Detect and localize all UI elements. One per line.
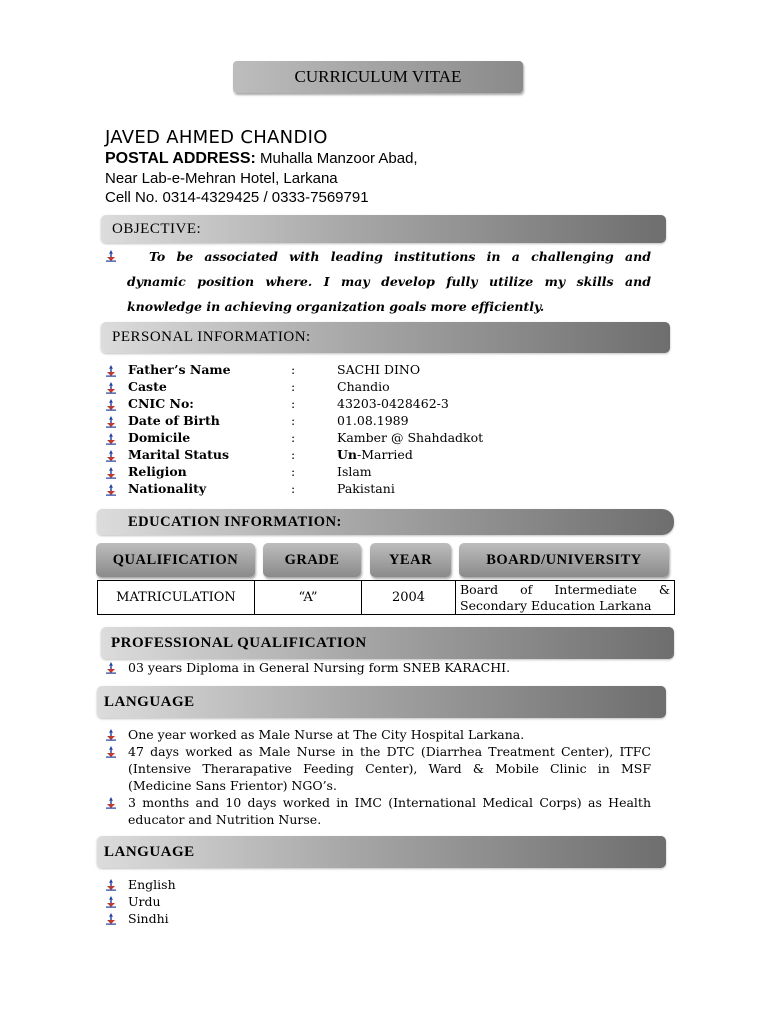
professional-heading-text: PROFESSIONAL QUALIFICATION [111, 634, 367, 651]
candidate-name: JAVED AHMED CHANDIO [105, 127, 328, 148]
bullet-icon [105, 250, 117, 262]
field-separator: : [291, 413, 296, 428]
field-value [337, 430, 483, 445]
bullet-icon [105, 450, 117, 462]
field-separator: : [291, 447, 296, 462]
field-separator: : [291, 481, 296, 496]
objective-heading-text: OBJECTIVE: [112, 220, 202, 237]
field-separator: : [291, 379, 296, 394]
personal-info-row [105, 396, 665, 413]
postal-address-label: POSTAL ADDRESS: [105, 150, 256, 167]
document-title: CURRICULUM VITAE [233, 61, 523, 93]
bullet-icon [105, 382, 117, 394]
personal-info-heading [101, 322, 670, 353]
field-value [337, 413, 409, 428]
education-heading [97, 509, 674, 535]
field-label: Nationality [128, 481, 207, 496]
field-value-text: SACHI DINO [337, 362, 421, 377]
field-value [337, 447, 413, 462]
field-value [337, 362, 420, 377]
column-header-qualification: QUALIFICATION [96, 543, 255, 577]
field-value-text: Islam [337, 464, 372, 479]
table-row [98, 581, 675, 615]
field-label: Domicile [128, 430, 191, 445]
bullet-icon [105, 913, 117, 925]
field-separator: : [291, 430, 296, 445]
cell-number: Cell No. 0314-4329425 / 0333-7569791 [105, 189, 369, 206]
list-item: One year worked as Male Nurse at The City Hospital Larkana. [128, 727, 525, 742]
language-item: English [128, 877, 176, 892]
cell-qualification: MATRICULATION [98, 581, 255, 615]
field-separator: : [291, 464, 296, 479]
field-label: Religion [128, 464, 187, 479]
field-label: Father’s Name [128, 362, 231, 377]
field-separator: : [291, 362, 296, 377]
field-label: Caste [128, 379, 167, 394]
language-item: Urdu [128, 894, 161, 909]
cell-grade: “A” [255, 581, 362, 615]
list-item: 47 days worked as Male Nurse in the DTC (Diarrhea Treatment Center), ITFC (Intensive Therarapative Feeding Center), Ward & Mobile Clinic in MSF (Medicine Sans Frientor) NGO’s. [128, 744, 651, 793]
bullet-icon [105, 879, 117, 891]
bullet-icon [105, 746, 117, 758]
personal-info-row [105, 447, 665, 464]
education-table [97, 580, 675, 615]
personal-info-heading-text: PERSONAL INFORMATION: [112, 329, 311, 345]
personal-info-row [105, 481, 665, 498]
bullet-icon [105, 662, 117, 674]
bullet-icon [105, 416, 117, 428]
education-heading-text: EDUCATION INFORMATION: [128, 513, 342, 530]
field-value [337, 379, 390, 394]
column-header-year: YEAR [370, 543, 451, 577]
bullet-icon [105, 399, 117, 411]
bullet-icon [105, 729, 117, 741]
objective-paragraph: To be associated with leading institutions in a challenging and dynamic position where. I may develop fully utilize my skills and knowledge in achieving organization goals more efficiently. [127, 249, 651, 314]
professional-heading [101, 627, 674, 659]
postal-address-value: Muhalla Manzoor Abad, [260, 150, 418, 167]
field-value-bold: Un [337, 447, 357, 462]
field-label: Date of Birth [128, 413, 220, 428]
postal-address-line1 [105, 150, 418, 168]
field-value [337, 464, 372, 479]
objective-text [127, 244, 651, 319]
bullet-icon [105, 433, 117, 445]
objective-heading [101, 215, 666, 243]
field-label: Marital Status [128, 447, 230, 462]
postal-address-line2: Near Lab-e-Mehran Hotel, Larkana [105, 170, 338, 187]
personal-info-row [105, 464, 665, 481]
field-value-text: -Married [357, 447, 413, 462]
bullet-icon [105, 467, 117, 479]
language-item: Sindhi [128, 911, 169, 926]
list-item: 03 years Diploma in General Nursing form SNEB KARACHI. [128, 660, 511, 675]
field-separator: : [291, 396, 296, 411]
column-header-grade: GRADE [263, 543, 361, 577]
bullet-icon [105, 365, 117, 377]
languages-heading [97, 836, 666, 868]
cell-board: Board of Intermediate & Secondary Education Larkana [456, 581, 675, 615]
bullet-icon [105, 797, 117, 809]
personal-info-row [105, 379, 665, 396]
cell-year: 2004 [362, 581, 456, 615]
personal-info-row [105, 430, 665, 447]
experience-heading [97, 686, 666, 718]
field-value [337, 481, 395, 496]
field-value-text: 43203-0428462-3 [337, 396, 449, 411]
field-label: CNIC No: [128, 396, 194, 411]
personal-info-row [105, 362, 665, 379]
field-value [337, 396, 449, 411]
field-value-text: Kamber @ Shahdadkot [337, 430, 484, 445]
experience-heading-text: LANGUAGE [104, 693, 195, 710]
languages-heading-text: LANGUAGE [104, 843, 195, 860]
column-header-board: BOARD/UNIVERSITY [459, 543, 669, 577]
field-value-text: 01.08.1989 [337, 413, 409, 428]
field-value-text: Chandio [337, 379, 390, 394]
list-item: 3 months and 10 days worked in IMC (International Medical Corps) as Health educator and Nutrition Nurse. [128, 795, 651, 827]
bullet-icon [105, 484, 117, 496]
field-value-text: Pakistani [337, 481, 395, 496]
bullet-icon [105, 896, 117, 908]
personal-info-row [105, 413, 665, 430]
